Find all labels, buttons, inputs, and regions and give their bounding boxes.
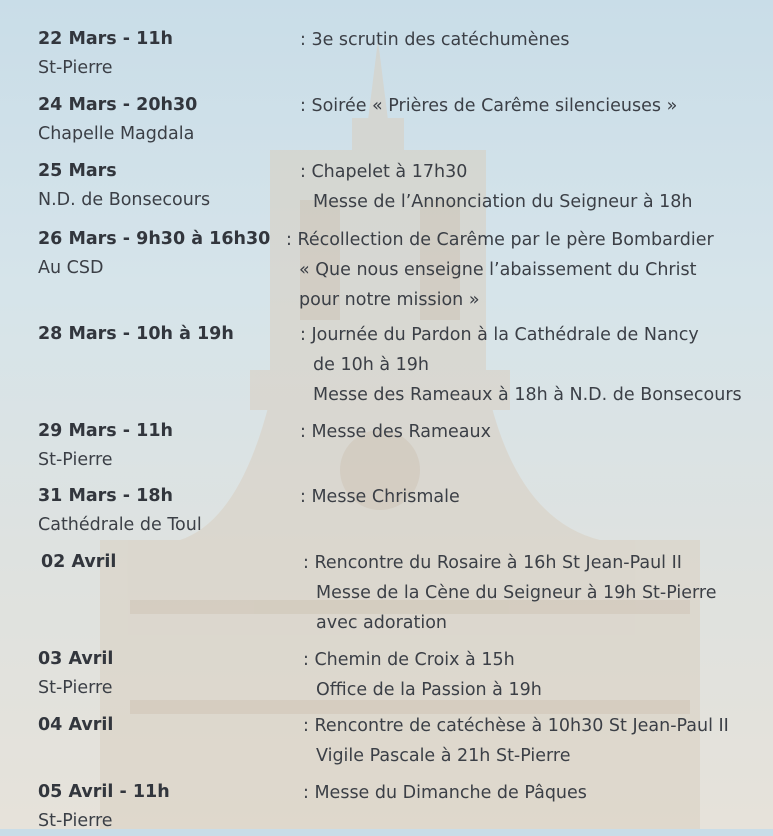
event-description xyxy=(300,91,773,121)
event-when-where xyxy=(38,482,300,540)
event-line: : Journée du Pardon à la Cathédrale de Nancy xyxy=(300,325,699,345)
event-line: Messe de l’Annonciation du Seigneur à 18h xyxy=(313,192,693,212)
event-description xyxy=(300,157,773,217)
event-when-where xyxy=(38,417,300,475)
event-when-where xyxy=(38,91,300,149)
event-description xyxy=(303,778,773,808)
event-line: : Chapelet à 17h30 xyxy=(300,162,468,182)
event-line: Messe des Rameaux à 18h à N.D. de Bonsecours xyxy=(313,385,742,405)
event-place: Chapelle Magdala xyxy=(38,124,195,144)
event-date: 29 Mars - 11h xyxy=(38,421,173,441)
event-line: : Récollection de Carême par le père Bombardier xyxy=(286,230,714,250)
event-when-where xyxy=(38,711,300,740)
event-line: : Rencontre de catéchèse à 10h30 St Jean-Paul II xyxy=(303,716,729,736)
event-when-where xyxy=(38,320,300,349)
event-place: Cathédrale de Toul xyxy=(38,515,202,535)
event-description xyxy=(303,645,773,705)
event-place: St-Pierre xyxy=(38,678,113,698)
event-line: : 3e scrutin des catéchumènes xyxy=(300,30,570,50)
event-when-where xyxy=(38,645,300,703)
event-when-where xyxy=(38,548,300,577)
event-line: avec adoration xyxy=(316,613,448,633)
event-place: Au CSD xyxy=(38,258,104,278)
event-date: 02 Avril xyxy=(41,552,117,572)
event-date: 26 Mars - 9h30 à 16h30 xyxy=(38,229,271,249)
event-description xyxy=(300,417,773,447)
event-when-where xyxy=(38,778,300,836)
event-description xyxy=(300,25,773,55)
event-place: St-Pierre xyxy=(38,450,113,470)
event-line: : Messe des Rameaux xyxy=(300,422,491,442)
event-date: 28 Mars - 10h à 19h xyxy=(38,324,234,344)
event-description xyxy=(300,320,773,410)
event-date: 22 Mars - 11h xyxy=(38,29,173,49)
event-when-where xyxy=(38,25,300,83)
event-place: N.D. de Bonsecours xyxy=(38,190,211,210)
event-place: St-Pierre xyxy=(38,58,113,78)
event-date: 31 Mars - 18h xyxy=(38,486,173,506)
event-description xyxy=(300,482,773,512)
event-line: « Que nous enseigne l’abaissement du Christ xyxy=(299,260,697,280)
event-line: : Chemin de Croix à 15h xyxy=(303,650,515,670)
event-line: : Rencontre du Rosaire à 16h St Jean-Paul II xyxy=(303,553,682,573)
event-line: : Soirée « Prières de Carême silencieuses » xyxy=(300,96,678,116)
event-date: 03 Avril xyxy=(38,649,114,669)
event-when-where xyxy=(38,157,300,215)
event-line: Office de la Passion à 19h xyxy=(316,680,542,700)
event-line: pour notre mission » xyxy=(299,290,480,310)
event-line: Messe de la Cène du Seigneur à 19h St-Pierre xyxy=(316,583,717,603)
event-date: 05 Avril - 11h xyxy=(38,782,170,802)
event-description xyxy=(303,711,773,771)
event-date: 04 Avril xyxy=(38,715,114,735)
event-line: : Messe du Dimanche de Pâques xyxy=(303,783,587,803)
event-line: : Messe Chrismale xyxy=(300,487,460,507)
event-date: 24 Mars - 20h30 xyxy=(38,95,198,115)
event-when-where xyxy=(38,225,300,283)
event-line: de 10h à 19h xyxy=(313,355,430,375)
event-description xyxy=(303,548,773,638)
event-date: 25 Mars xyxy=(38,161,117,181)
event-place: St-Pierre xyxy=(38,811,113,831)
event-description xyxy=(286,225,759,315)
event-line: Vigile Pascale à 21h St-Pierre xyxy=(316,746,571,766)
